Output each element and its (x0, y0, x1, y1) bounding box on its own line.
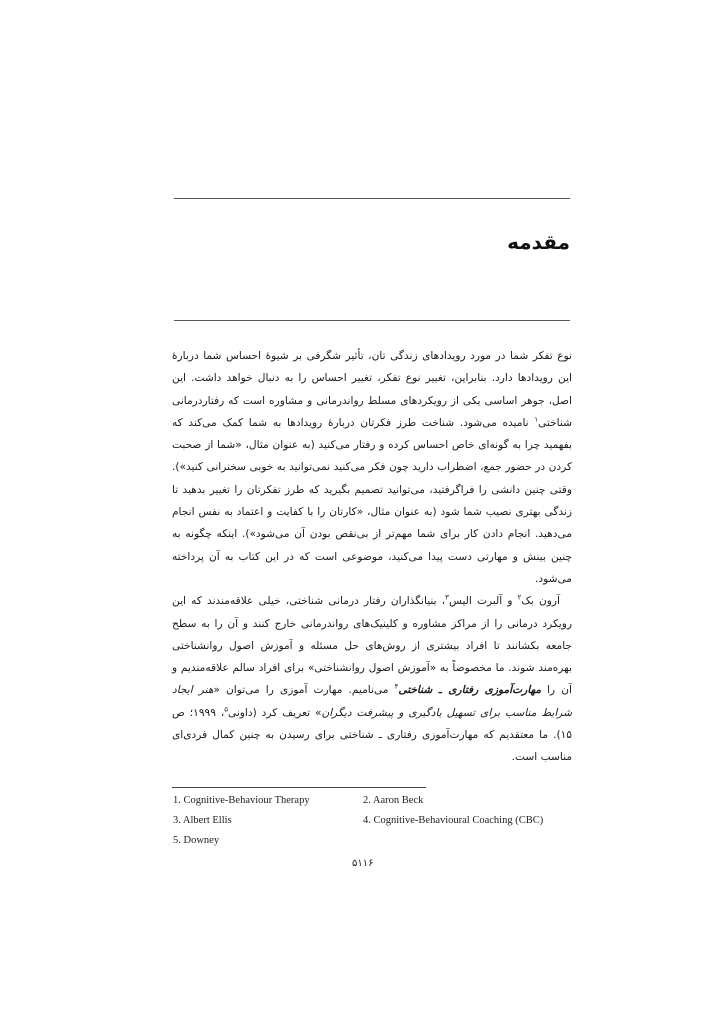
footnote-ref-5: ۵ (224, 705, 229, 714)
footnote-5: 5. Downey (173, 835, 220, 846)
footnotes (173, 795, 573, 855)
footnote-4: 4. Cognitive-Behavioural Coaching (CBC) (363, 815, 544, 826)
paragraph-2-text-e: » تعریف کرد (داونی (228, 706, 322, 719)
footnote-2: 2. Aaron Beck (363, 795, 424, 806)
paragraph-2-text-b: و آلبرت الیس (448, 595, 518, 608)
top-rule (174, 198, 570, 199)
emphasis-italic: هنر ایجاد شرایط مناسب برای تسهیل یادگیری و پیشرفت دیگران (172, 684, 573, 719)
footnote-3: 3. Albert Ellis (173, 815, 232, 826)
page-number: ۵۱۱۶ (352, 858, 374, 869)
paragraph-1-text-b: نامیده می‌شود. شناخت طرز فکرتان دربارهٔ رویدادها به شما کمک می‌کند که بفهمید چرا به گونه‌ای خاص احساس کرده و رفتار می‌کنید (به عنوان مثال، «شما از صحبت کردن در حضور جمع، اضطراب دارید چون فکر می‌کنید نمی‌توانید به خوبی سخنرانی کنید»). وقتی چنین دانشی را فراگرفتید، می‌توانید تصمیم بگیرید که طرز تفکرتان را تغییر بدهید تا زندگی بهتری نصیب شما شود (به عنوان مثال، «کارتان را با کفایت و اعتماد به نفس انجام می‌دهید. انجام دادن کار برای شما مهم‌تر از بی‌نقص بودن آن می‌شود»). اینکه چگونه به چنین بینش و مهارتی دست پیدا می‌کنید، موضوعی است که در این کتاب به آن پرداخته می‌شود. (172, 416, 572, 585)
footnote-ref-1: ۱ (534, 415, 539, 424)
paragraph-1-text-a: نوع تفکر شما در مورد رویدادهای زندگی تان، تأثیر شگرفی بر شیوهٔ احساس شما دربارهٔ این رویدادها دارد. بنابراین، تغییر نوع تفکر، تغییر احساس را به دنبال خواهد داشت. این اصل، جوهر اساسی یکی از رویکردهای مسلط رواندرمانی و مشاوره است که رفتاردرمانی شناختی (172, 350, 572, 429)
paragraph-2-text-f: ، ۱۹۹۹؛ ص ۱۵). ما معتقدیم که مهارت‌آموزی رفتاری ـ شناختی برای رسیدن به چنین کمال فردی‌ای مناسب است. (172, 706, 572, 764)
heading-bottom-rule (174, 320, 570, 321)
paragraph-2-text-c: ، بنیانگذاران رفتار درمانی شناختی، خیلی علاقه‌مندند که این رویکرد درمانی را از مراکز مشاوره و کلینیک‌های رواندرمانی خارج کنند و آن را به سطح جامعه بکشانند تا افراد بیشتری از روش‌های حل مسئله و آموزش اصول روانشناختی بهره‌مند شوند. ما مخصوصاً به «آموزش اصول روانشناختی» برای افراد سالم علاقه‌مندیم و آن را (172, 595, 572, 697)
footnote-row (173, 835, 573, 855)
footnote-row (173, 815, 573, 835)
footnote-row (173, 795, 573, 815)
body-text (172, 345, 572, 769)
footnote-ref-4: ۴ (394, 682, 399, 691)
paragraph-2-text-d: می‌نامیم. مهارت آموزی را می‌توان « (213, 684, 395, 697)
footnote-1: 1. Cognitive-Behaviour Therapy (173, 795, 310, 806)
emphasis-bold: مهارت‌آموزی رفتاری ـ شناختی (398, 684, 541, 697)
footnote-ref-2: ۲ (517, 593, 522, 602)
paragraph-2-text-a: آرون بک (521, 595, 560, 608)
footnote-ref-3: ۳ (445, 593, 449, 602)
paragraph-2 (172, 590, 572, 768)
chapter-heading: مقدمه (507, 230, 570, 254)
paragraph-1 (172, 345, 572, 590)
footnote-rule (172, 787, 426, 788)
